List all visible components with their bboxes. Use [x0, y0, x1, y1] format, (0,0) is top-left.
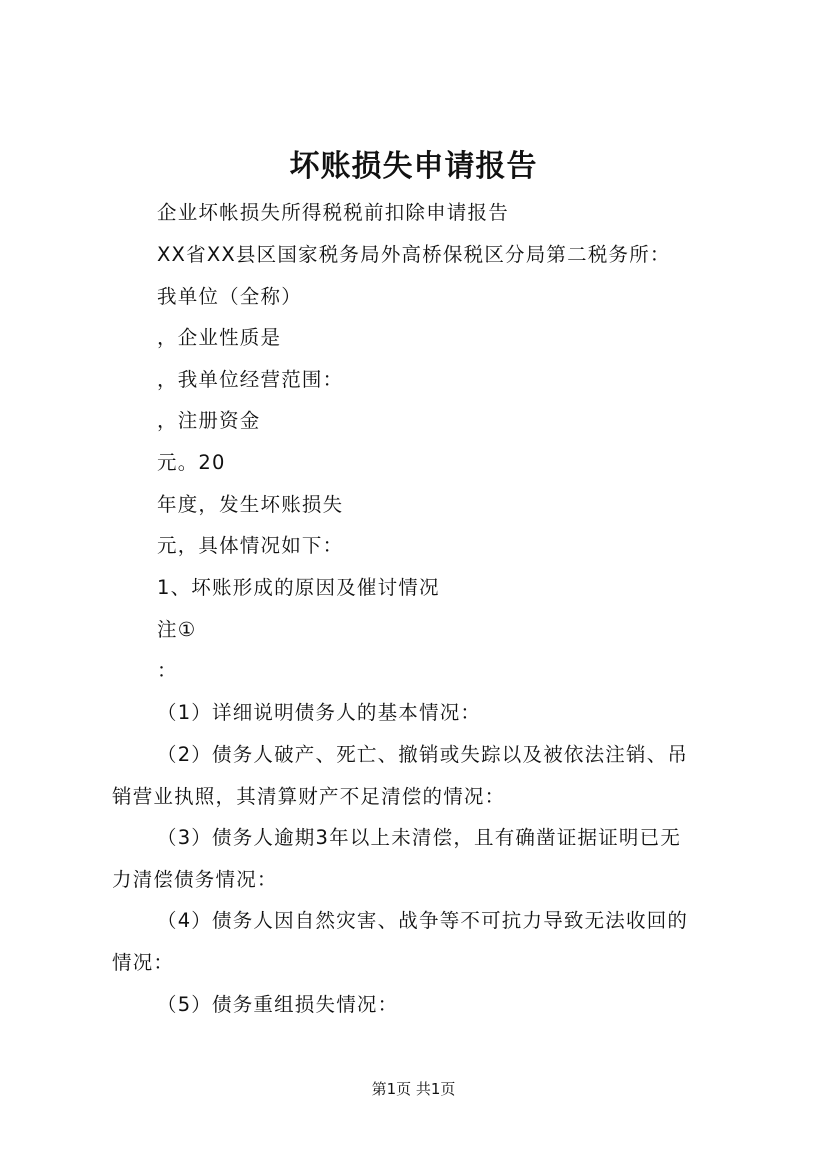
note-marker: 注①	[157, 618, 197, 641]
list-item: （4）债务人因自然灾害、战争等不可抗力导致无法收回的	[157, 909, 689, 932]
body-line: ，企业性质是	[157, 326, 282, 349]
body-line: ：	[157, 659, 178, 682]
list-item: （2）债务人破产、死亡、撤销或失踪以及被依法注销、吊	[157, 743, 689, 766]
body-line: 年度，发生坏账损失	[157, 493, 344, 516]
body-line: ，注册资金	[157, 409, 261, 432]
body-line: 元。20	[157, 451, 226, 474]
page-footer: 第1页 共1页	[371, 1080, 456, 1098]
section-heading: 1、坏账形成的原因及催讨情况	[157, 576, 440, 599]
list-item-continuation: 情况：	[112, 951, 175, 974]
list-item-continuation: 力清偿债务情况：	[112, 868, 278, 891]
addressee-line: XX省XX县区国家税务局外高桥保税区分局第二税务所：	[157, 243, 671, 266]
list-item: （1）详细说明债务人的基本情况：	[157, 701, 482, 724]
body-line: 元，具体情况如下：	[157, 534, 344, 557]
subtitle-line: 企业坏帐损失所得税税前扣除申请报告	[157, 201, 509, 224]
body-line: ，我单位经营范围：	[157, 368, 344, 391]
list-item-continuation: 销营业执照，其清算财产不足清偿的情况：	[112, 785, 506, 808]
list-item: （3）债务人逾期3年以上未清偿，且有确凿证据证明已无	[157, 826, 682, 849]
list-item: （5）债务重组损失情况：	[157, 993, 399, 1016]
document-title: 坏账损失申请报告	[289, 149, 538, 184]
body-line: 我单位（全称）	[157, 285, 302, 308]
